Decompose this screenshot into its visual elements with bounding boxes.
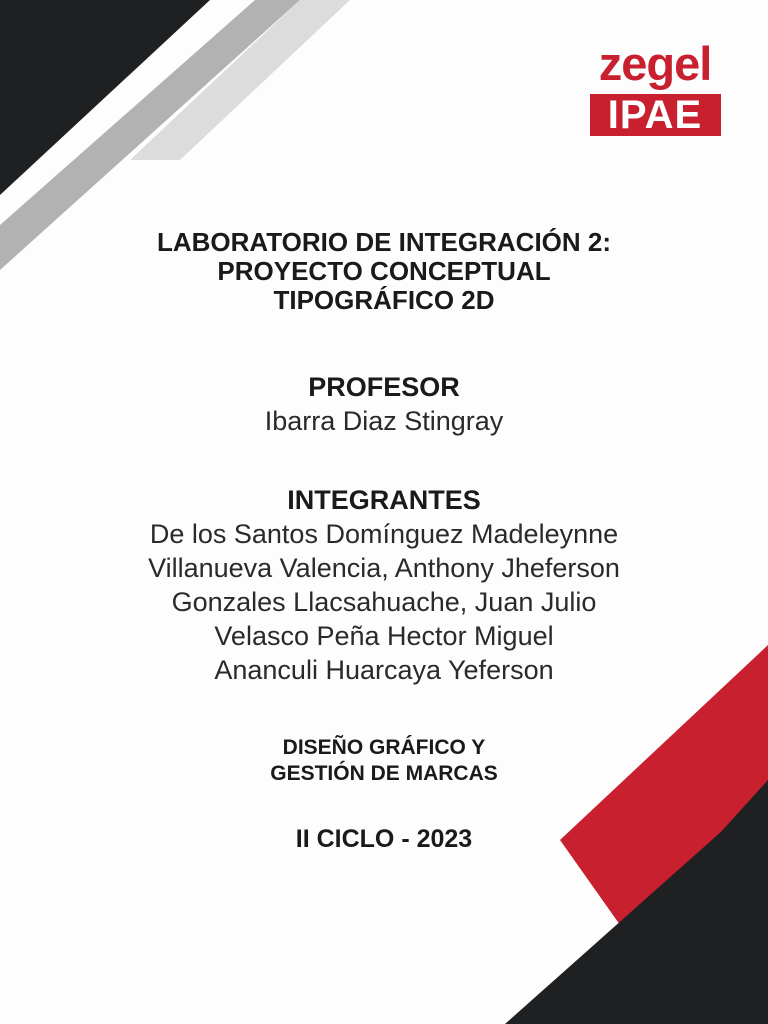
title-line: LABORATORIO DE INTEGRACIÓN 2: xyxy=(156,227,612,257)
logo-wordmark-zegel: zegel xyxy=(598,37,712,90)
career-line: DISEÑO GRÁFICO Y xyxy=(282,736,486,759)
career-line: GESTIÓN DE MARCAS xyxy=(270,762,498,785)
professor-name: Ibarra Diaz Stingray xyxy=(264,406,504,436)
logo-wordmark-ipae: IPAE xyxy=(590,94,721,136)
career-section xyxy=(0,735,768,787)
title-line: PROYECTO CONCEPTUAL xyxy=(217,256,551,286)
member-name: De los Santos Domínguez Madeleynne xyxy=(149,519,619,549)
professor-heading: PROFESOR xyxy=(308,372,460,402)
document-title xyxy=(0,228,768,315)
member-name: Gonzales Llacsahuache, Juan Julio xyxy=(171,587,597,617)
zegel-ipae-logo xyxy=(585,38,725,136)
cycle-label: II CICLO - 2023 xyxy=(295,825,473,853)
professor-section xyxy=(0,370,768,438)
members-heading: INTEGRANTES xyxy=(287,485,481,515)
members-section xyxy=(0,483,768,687)
member-name: Villanueva Valencia, Anthony Jheferson xyxy=(148,553,620,583)
title-line: TIPOGRÁFICO 2D xyxy=(273,285,495,315)
member-name: Velasco Peña Hector Miguel xyxy=(214,621,554,651)
member-name: Ananculi Huarcaya Yeferson xyxy=(214,655,554,685)
